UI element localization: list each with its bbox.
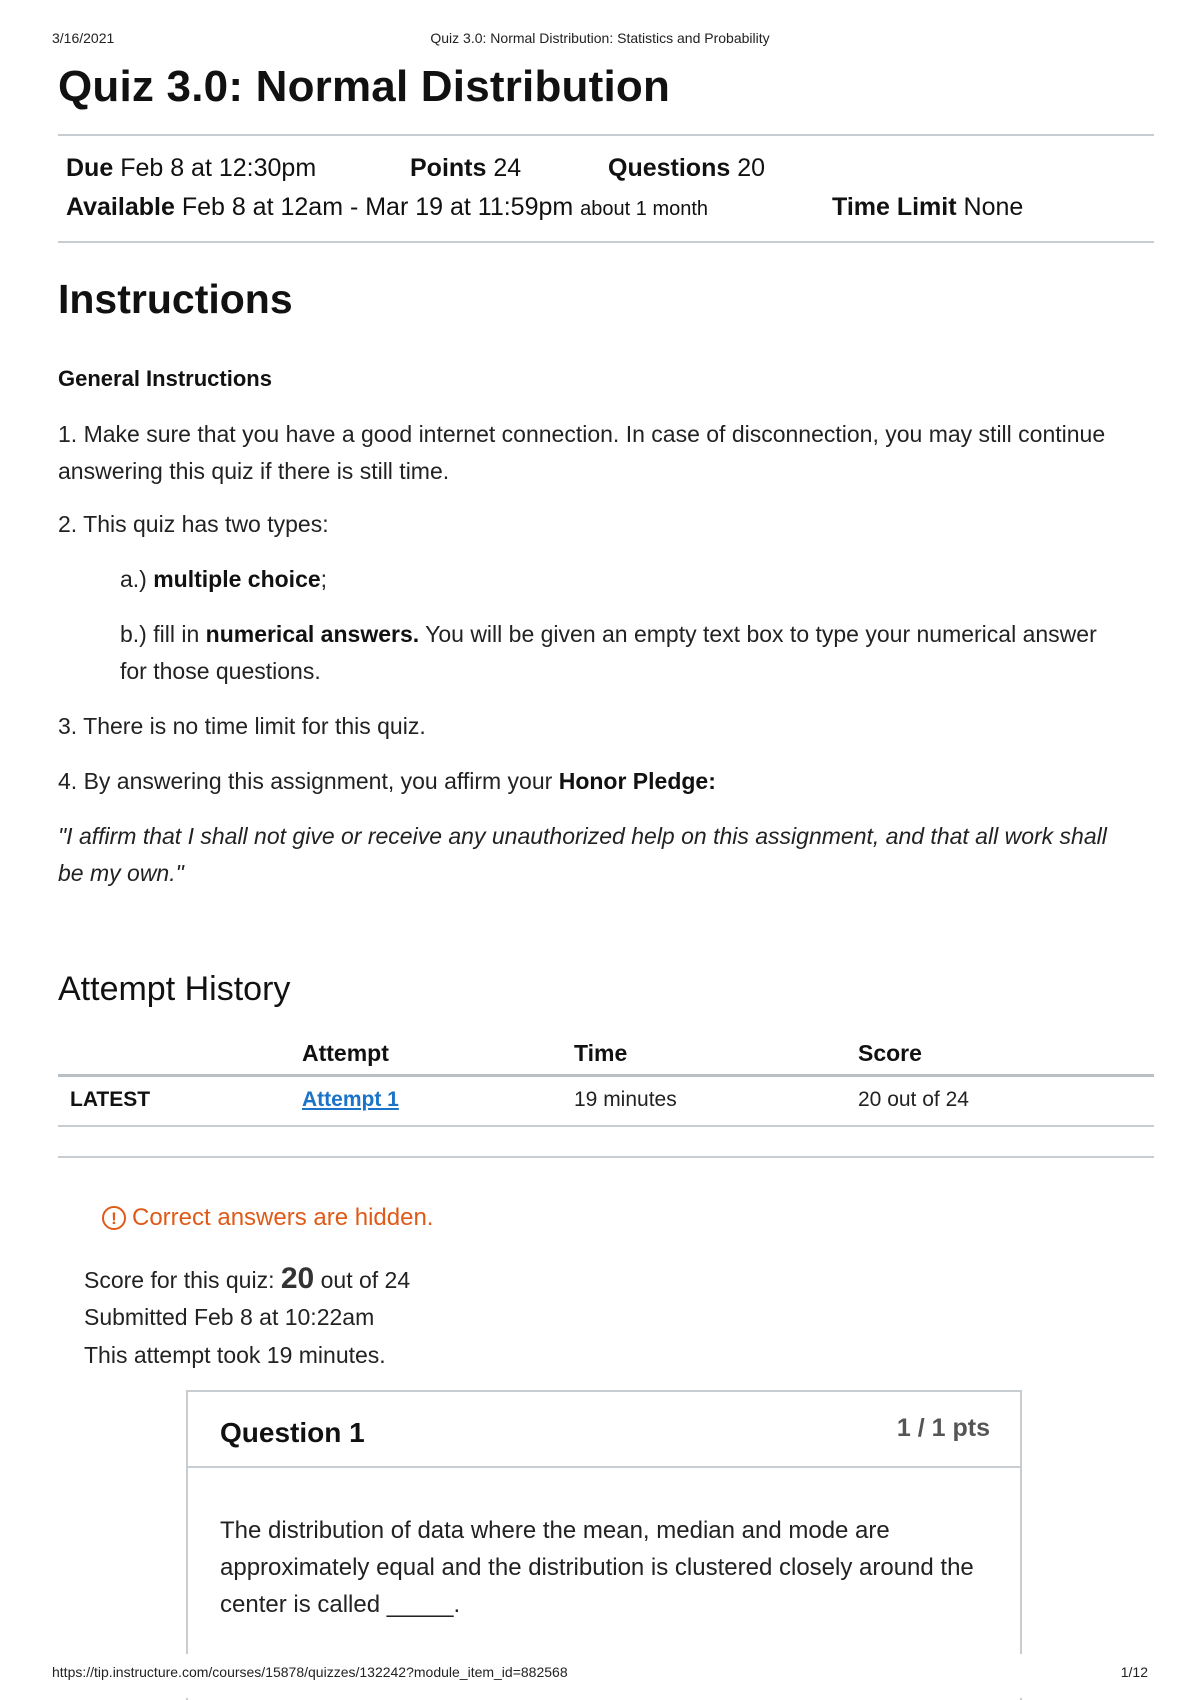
points-info: [410, 154, 521, 183]
item-2b-suffix: You will be given an empty text box to type your numerical answer for those questions.: [120, 621, 1097, 684]
col-header-attempt: Attempt: [302, 1040, 389, 1066]
table-row-rule: [58, 1125, 1154, 1127]
time-limit-label: Time Limit: [832, 193, 957, 221]
table-header-rule: [58, 1074, 1154, 1077]
latest-label: LATEST: [70, 1088, 151, 1111]
hidden-answers-notice: [102, 1204, 433, 1232]
due-label: Due: [66, 154, 114, 182]
divider: [58, 1156, 1154, 1158]
due-info: [66, 154, 316, 183]
time-limit-info: [832, 193, 1023, 222]
item-2a-bold: multiple choice: [153, 566, 321, 592]
questions-label: Questions: [608, 154, 731, 182]
print-page-number: 1/12: [1120, 1664, 1148, 1680]
col-header-time: Time: [574, 1040, 628, 1066]
questions-value: 20: [737, 154, 766, 182]
question-title: Question 1: [220, 1417, 365, 1448]
item-2b-bold: numerical answers.: [205, 621, 420, 647]
divider: [58, 241, 1154, 243]
attempt-history-heading: Attempt History: [58, 970, 291, 1008]
honor-pledge-label: Honor Pledge:: [558, 768, 716, 794]
available-value: Feb 8 at 12am - Mar 19 at 11:59pm: [181, 193, 574, 221]
instruction-item-4: [58, 763, 1128, 800]
instruction-item-2: 2. This quiz has two types:: [58, 511, 329, 537]
available-info: [66, 193, 708, 222]
item-2b-prefix: b.) fill in: [120, 621, 206, 647]
submitted-time: Submitted Feb 8 at 10:22am: [84, 1304, 375, 1330]
attempt-duration: This attempt took 19 minutes.: [84, 1342, 386, 1368]
question-header: [188, 1392, 1020, 1468]
score-suffix: out of 24: [314, 1267, 411, 1293]
available-duration: about 1 month: [580, 198, 709, 220]
print-page-title: Quiz 3.0: Normal Distribution: Statistics and Probability: [430, 30, 770, 46]
item-4-prefix: 4. By answering this assignment, you affirm your: [58, 768, 559, 794]
honor-pledge-text: "I affirm that I shall not give or receive any unauthorized help on this assignment, and that all work shall be my own.": [58, 823, 1107, 886]
question-points: 1 / 1 pts: [896, 1414, 990, 1442]
print-url: https://tip.instructure.com/courses/15878/quizzes/132242?module_item_id=882568: [52, 1664, 568, 1680]
question-text: The distribution of data where the mean, median and mode are approximately equal and the distribution is clustered closely around the center is called _____.: [220, 1517, 974, 1618]
item-2a-suffix: ;: [320, 566, 328, 592]
due-value: Feb 8 at 12:30pm: [120, 154, 317, 182]
score-value: 20: [280, 1262, 315, 1295]
divider: [58, 134, 1154, 136]
time-limit-value: None: [963, 193, 1024, 221]
hidden-answers-text: Correct answers are hidden.: [132, 1204, 434, 1231]
instruction-item-3: 3. There is no time limit for this quiz.: [58, 713, 426, 739]
instruction-item-1: 1. Make sure that you have a good internet connection. In case of disconnection, you may still continue answering this quiz if there is still time.: [58, 421, 1106, 484]
points-value: 24: [493, 154, 522, 182]
instructions-heading: Instructions: [58, 276, 293, 322]
exclamation-icon: !: [102, 1206, 126, 1230]
instruction-item-2b: [120, 616, 1120, 690]
instruction-item-2a: [120, 561, 1120, 598]
score-prefix: Score for this quiz:: [84, 1267, 281, 1293]
quiz-title: Quiz 3.0: Normal Distribution: [58, 62, 671, 111]
quiz-score: [84, 1262, 410, 1296]
points-label: Points: [410, 154, 487, 182]
attempt-1-link[interactable]: Attempt 1: [302, 1088, 399, 1111]
col-header-score: Score: [858, 1040, 922, 1066]
questions-info: [608, 154, 765, 183]
print-date: 3/16/2021: [52, 30, 115, 46]
available-label: Available: [66, 193, 175, 221]
attempt-score: 20 out of 24: [858, 1088, 969, 1111]
general-instructions-heading: General Instructions: [58, 366, 272, 391]
item-2a-prefix: a.): [120, 566, 154, 592]
attempt-time: 19 minutes: [574, 1088, 677, 1111]
